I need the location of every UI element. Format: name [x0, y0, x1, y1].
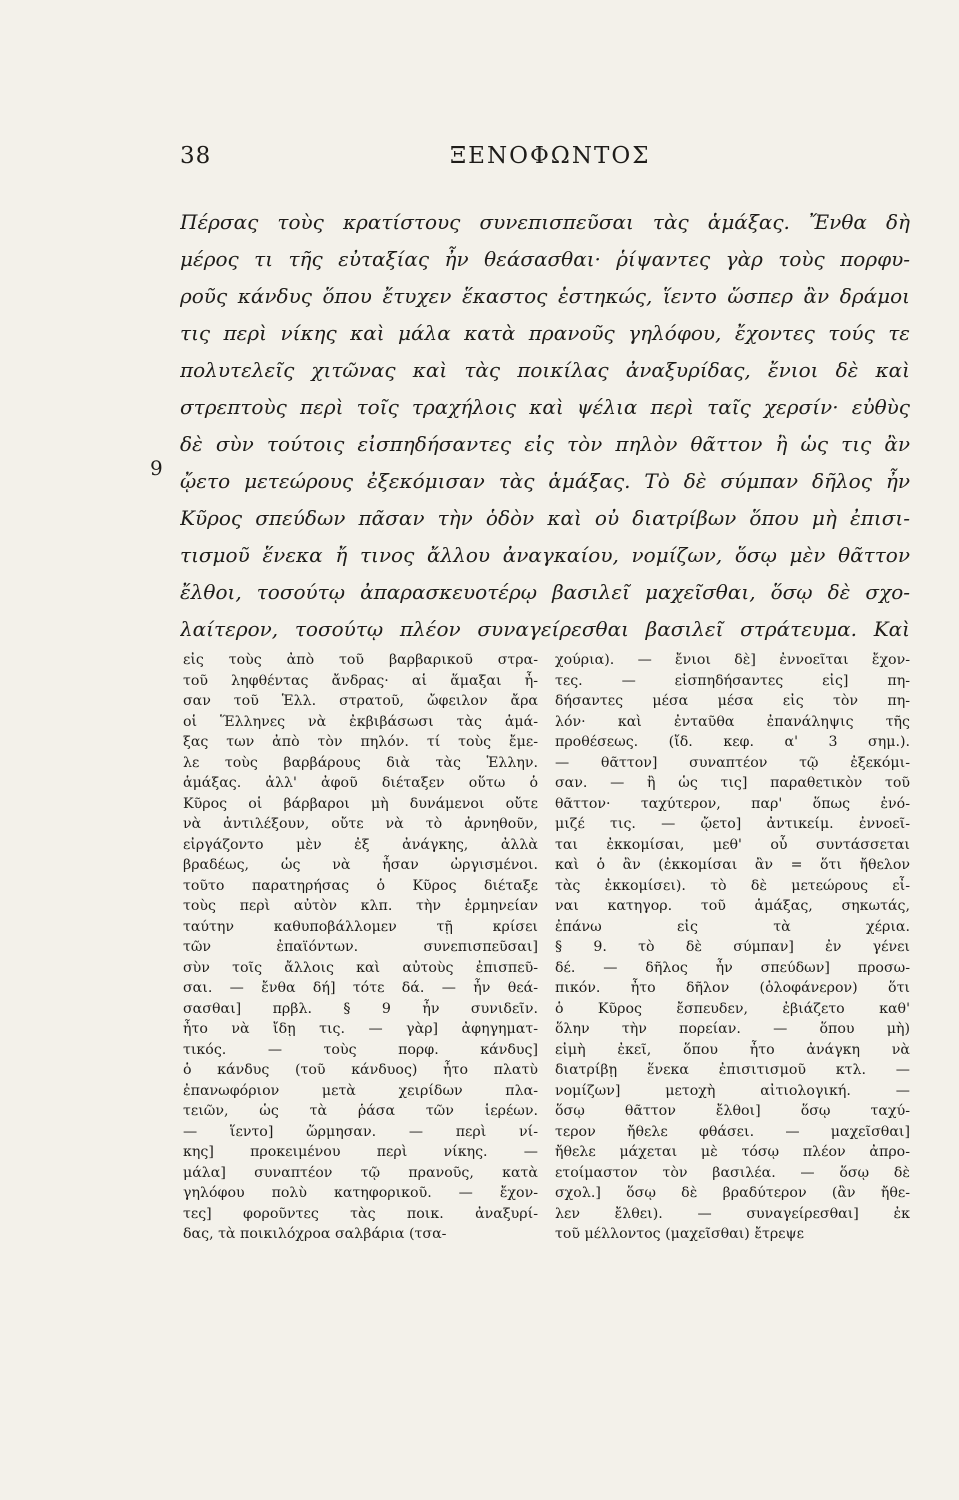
main-text-line: μέρος τι τῆς εὐταξίας ἦν θεάσασθαι· ῥίψαντες γὰρ τοὺς πορφυ-	[180, 247, 910, 271]
commentary-line: λεν ἔλθει). — συναγείρεσθαι] ἐκ	[555, 1205, 910, 1222]
commentary-line: λε τοὺς βαρβάρους διὰ τὰς Ἑλλην.	[183, 754, 538, 771]
commentary-line: ὁ κάνδυς (τοῦ κάνδυος) ἦτο πλατὺ	[183, 1062, 538, 1078]
commentary-line: ἐπάνω εἰς τὰ χέρια.	[555, 918, 910, 935]
main-text-line: τισμοῦ ἕνεκα ἤ τινος ἄλλου ἀναγκαίου, νομίζων, ὅσῳ μὲν θᾶττον	[180, 543, 910, 567]
main-text-line: στρεπτοὺς περὶ τοῖς τραχήλοις καὶ ψέλια περὶ ταῖς χερσίν· εὐθὺς	[180, 395, 910, 419]
commentary-line: ἦτο νὰ ἴδῃ τις. — γὰρ] ἀφηγηματ-	[183, 1021, 538, 1037]
section-line-number: 9	[150, 456, 163, 480]
commentary-line: τειῶν, ὡς τὰ ῥάσα τῶν ἱερέων.	[183, 1103, 538, 1119]
main-text-line: τις περὶ νίκης καὶ μάλα κατὰ πρανοῦς γηλόφου, ἔχοντες τούς τε	[180, 321, 910, 345]
commentary-line: ται ἐκκομίσαι, μεθ' οὗ συντάσσεται	[555, 836, 910, 853]
commentary-line: — ἵεντο] ὥρμησαν. — περὶ νί-	[183, 1123, 538, 1140]
commentary-line: σχολ.] ὅσῳ δὲ βραδύτερον (ἂν ἤθε-	[555, 1185, 910, 1201]
commentary-line: πικόν. ἦτο δῆλον (ὁλοφάνερον) ὅτι	[555, 980, 910, 996]
main-text-line: ροῦς κάνδυς ὅπου ἔτυχεν ἕκαστος ἑστηκώς, ἵεντο ὥσπερ ἂν δράμοι	[180, 284, 910, 308]
commentary-line: ἐπανωφόριον μετὰ χειρίδων πλα-	[183, 1082, 538, 1099]
commentary-line: τοῦ μέλλοντος (μαχεῖσθαι) ἔτρεψε	[555, 1226, 804, 1242]
running-title: ΞΕΝΟΦΩΝΤΟΣ	[450, 143, 651, 169]
commentary-line: σὺν τοῖς ἄλλοις καὶ αὐτοὺς ἐπισπεῦ-	[183, 959, 538, 976]
commentary-line: ἤθελε μάχεται μὲ τόσῳ πλέον ἀπρο-	[555, 1144, 910, 1160]
commentary-line: τες] φοροῦντες τὰς ποικ. ἀναξυρί-	[183, 1205, 538, 1222]
commentary-line: ὁ Κῦρος ἔσπευδεν, ἐβιάζετο καθ'	[555, 1000, 910, 1017]
commentary-line: κης] προκειμένου περὶ νίκης. —	[183, 1144, 538, 1160]
commentary-line: γηλόφου πολὺ κατηφορικοῦ. — ἔχον-	[183, 1185, 538, 1201]
commentary-line: σαν τοῦ Ἑλλ. στρατοῦ, ὤφειλον ἄρα	[183, 693, 538, 709]
commentary-line: τικός. — τοὺς πορφ. κάνδυς]	[183, 1041, 538, 1058]
commentary-line: προθέσεως. (ἴδ. κεφ. α' 3 σημ.).	[555, 734, 910, 750]
commentary-line: ὅσῳ θᾶττον ἔλθοι] ὅσῳ ταχύ-	[555, 1103, 910, 1119]
commentary-line: βραδέως, ὡς νὰ ἦσαν ὠργισμένοι.	[183, 857, 538, 873]
commentary-line: εἰς τοὺς ἀπὸ τοῦ βαρβαρικοῦ στρα-	[183, 652, 538, 668]
commentary-line: τες. — εἰσπηδήσαντες εἰς] πη-	[555, 672, 910, 689]
commentary-line: εἰμὴ ἐκεῖ, ὅπου ἦτο ἀνάγκη νὰ	[555, 1041, 910, 1058]
commentary-line: ταύτην καθυποβάλλομεν τῇ κρίσει	[183, 918, 538, 935]
commentary-line: σαν. — ἢ ὡς τις] παραθετικὸν τοῦ	[555, 775, 910, 791]
commentary-line: τοῦτο παρατηρήσας ὁ Κῦρος διέταξε	[183, 877, 538, 894]
commentary-line: μιζέ τις. — ᾤετο] ἀντικείμ. ἐννοεῖ-	[555, 816, 910, 832]
commentary-line: τῶν ἐπαϊόντων. συνεπισπεῦσαι]	[183, 939, 538, 955]
commentary-line: δέ. — δῆλος ἦν σπεύδων] προσω-	[555, 959, 910, 976]
main-text-line: ἔλθοι, τοσούτῳ ἀπαρασκευοτέρῳ βασιλεῖ μαχεῖσθαι, ὅσῳ δὲ σχο-	[180, 580, 910, 604]
commentary-line: σασθαι] πρβλ. § 9 ἦν συνιδεῖν.	[183, 1000, 538, 1017]
commentary-line: ἁμάξας. ἀλλ' ἀφοῦ διέταξεν οὕτω ὁ	[183, 775, 538, 791]
commentary-right-column	[555, 650, 910, 1245]
commentary-line: θᾶττον· ταχύτερον, παρ' ὅπως ἐνό-	[555, 795, 910, 812]
commentary-line: διατρίβῃ ἕνεκα ἐπισιτισμοῦ κτλ. —	[555, 1062, 910, 1078]
commentary-line: χούρια). — ἔνιοι δὲ] ἐννοεῖται ἔχον-	[555, 652, 910, 668]
page-number: 38	[180, 143, 212, 169]
commentary-line: σαι. — ἔνθα δή] τότε δά. — ἦν θεά-	[183, 980, 538, 996]
commentary-line: εἰργάζοντο μὲν ἐξ ἀνάγκης, ἀλλὰ	[183, 836, 538, 853]
commentary-line: ναι κατηγορ. τοῦ ἁμάξας, σηκωτάς,	[555, 898, 910, 914]
commentary-line: § 9. τὸ δὲ σύμπαν] ἐν γένει	[555, 939, 910, 955]
commentary-line: καὶ ὁ ἂν (ἐκκομίσαι ἂν = ὅτι ἤθελον	[555, 857, 910, 873]
main-text-line: δὲ σὺν τούτοις εἰσπηδήσαντες εἰς τὸν πηλὸν θᾶττον ἢ ὡς τις ἂν	[180, 432, 910, 456]
commentary-line: δήσαντες μέσα μέσα εἰς τὸν πη-	[555, 693, 910, 709]
commentary-line: Κῦρος οἱ βάρβαροι μὴ δυνάμενοι οὔτε	[183, 795, 538, 812]
main-text-line: ᾤετο μετεώρους ἐξεκόμισαν τὰς ἁμάξας. Τὸ δὲ σύμπαν δῆλος ἦν	[180, 469, 910, 493]
commentary-line: νομίζων] μετοχὴ αἰτιολογική. —	[555, 1082, 910, 1099]
commentary-line: νὰ ἀντιλέξουν, οὔτε νὰ τὸ ἀρνηθοῦν,	[183, 816, 538, 832]
commentary-line: ὅλην τὴν πορείαν. — ὅπου μὴ)	[555, 1021, 910, 1037]
commentary-line: μάλα] συναπτέον τῷ πρανοῦς, κατὰ	[183, 1164, 538, 1181]
commentary-line: ετοίμαστον τὸν βασιλέα. — ὅσῳ δὲ	[555, 1164, 910, 1181]
main-text-line: πολυτελεῖς χιτῶνας καὶ τὰς ποικίλας ἀναξυρίδας, ἔνιοι δὲ καὶ	[180, 358, 910, 382]
commentary-line: — θᾶττον] συναπτέον τῷ ἐξεκόμι-	[555, 754, 910, 771]
main-text	[180, 204, 910, 648]
main-text-line: Πέρσας τοὺς κρατίστους συνεπισπεῦσαι τὰς ἁμάξας. Ἔνθα δὴ	[180, 210, 910, 234]
main-text-line: λαίτερον, τοσούτῳ πλέον συναγείρεσθαι βασιλεῖ στράτευμα. Καὶ	[180, 617, 910, 641]
commentary-left-column	[183, 650, 538, 1245]
commentary-line: λόν· καὶ ἐνταῦθα ἐπανάληψις τῆς	[555, 713, 910, 730]
commentary-line: τοῦ ληφθέντας ἄνδρας· αἱ ἅμαξαι ἦ-	[183, 672, 538, 689]
commentary-line: τερον ἤθελε φθάσει. — μαχεῖσθαι]	[555, 1123, 910, 1140]
commentary-line: ξας των ἀπὸ τὸν πηλόν. τί τοὺς ἔμε-	[183, 734, 538, 750]
commentary-line: τὰς ἐκκομίσει). τὸ δὲ μετεώρους εἶ-	[555, 877, 910, 894]
commentary-line: τοὺς περὶ αὐτὸν κλπ. τὴν ἑρμηνείαν	[183, 898, 538, 914]
main-text-line: Κῦρος σπεύδων πᾶσαν τὴν ὁδὸν καὶ οὐ διατρίβων ὅπου μὴ ἐπισι-	[180, 506, 910, 530]
commentary-line: οἱ Ἕλληνες νὰ ἐκβιβάσωσι τὰς ἁμά-	[183, 713, 538, 730]
commentary-line: δας, τὰ ποικιλόχροα σαλβάρια (τσα-	[183, 1226, 447, 1242]
